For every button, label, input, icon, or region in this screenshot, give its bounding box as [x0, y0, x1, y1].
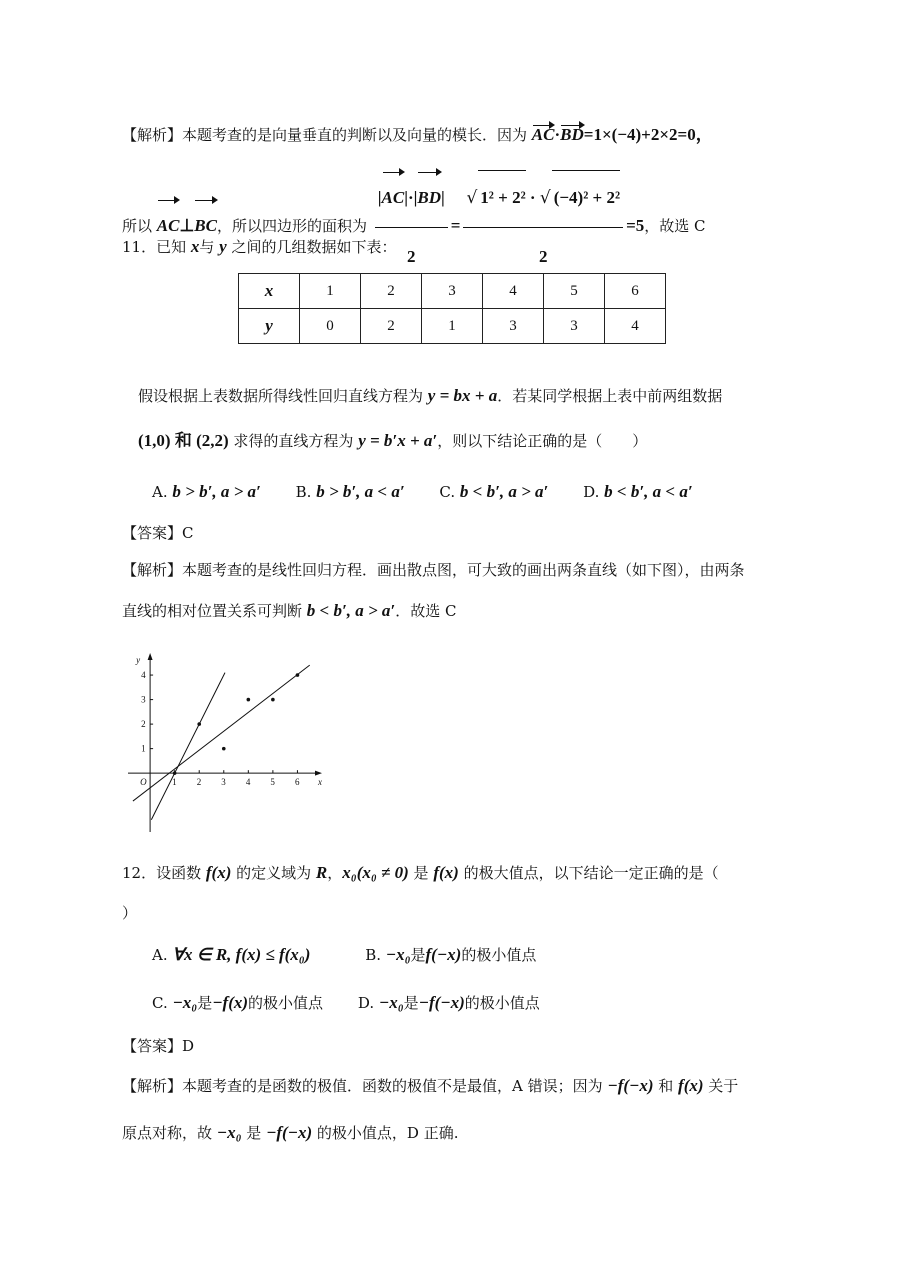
- q11-stem-a: 已知: [156, 238, 191, 256]
- area-fraction-2: $\frac{\text{√ 1² + 2² · √ (−4)² + 2²}}{2}$: [463, 170, 623, 284]
- q12-option-b-b: 是: [410, 946, 426, 964]
- q12-options-cd: [152, 992, 540, 1014]
- y-axis-arrow: [148, 653, 153, 660]
- analysis-bracket: 【解析】: [122, 561, 183, 579]
- q11-analysis-c: ．故选 C: [395, 602, 457, 620]
- q12-analysis-d: f(x): [678, 1076, 704, 1095]
- given-points: (1,0) 和 (2,2): [138, 431, 229, 450]
- vector-bd-2: BD: [417, 171, 441, 225]
- option-c-label: C.: [152, 994, 168, 1012]
- option-a-label: A.: [152, 946, 168, 964]
- q12-stem-d: 是: [408, 864, 434, 882]
- q12-x0-cond: x₀(x₀ ≠ 0): [342, 863, 409, 882]
- regression-equation: y = bx + a: [427, 386, 498, 405]
- area-fraction-1: $\frac{|AC|\cdot|BD|}{2}$: [375, 171, 448, 284]
- q12-stem-b: 的定义域为: [231, 864, 316, 882]
- q12-analysis-h: 是: [241, 1124, 267, 1142]
- table-cell: 3: [422, 274, 483, 309]
- q12-answer: [122, 1035, 194, 1057]
- q11-answer-value: C: [182, 524, 194, 542]
- q12-analysis-j: 的极小值点，D 正确.: [312, 1124, 459, 1142]
- q12-stem-c: ，: [327, 864, 343, 882]
- table-cell: 3: [483, 309, 544, 344]
- q11-analysis-1: [122, 559, 745, 581]
- x-tick-label: 5: [270, 777, 275, 788]
- sqrt-term-1: 1² + 2²: [478, 170, 525, 225]
- y-tick-label: 1: [141, 743, 146, 754]
- q12-stem-close: [122, 902, 137, 924]
- answer-bracket: 【答案】: [122, 524, 183, 542]
- q12-option-c-b: 是: [197, 994, 213, 1012]
- q11-analysis-a: 本题考查的是线性回归方程．画出散点图，可大致的画出两条直线（如下图），由两条: [182, 561, 745, 579]
- table-cell: 6: [605, 274, 666, 309]
- q11-para1-b: ．若某同学根据上表中前两组数据: [497, 387, 723, 405]
- q12-options-ab: [152, 944, 536, 966]
- scatter-point: [197, 722, 201, 726]
- q12-option-c-d: 的极小值点: [248, 994, 324, 1012]
- table-cell: 3: [544, 309, 605, 344]
- area-denominator: 2: [407, 246, 416, 266]
- q10-analysis-text: 本题考查的是向量垂直的判断以及向量的模长．因为: [182, 126, 532, 144]
- q11-stem: [122, 236, 396, 258]
- table-header-x: x: [239, 274, 300, 309]
- dot-product-result: =1×(−4)+2×2=0，: [583, 125, 713, 144]
- q12-analysis-1: [122, 1075, 738, 1097]
- q12-analysis-e: 关于: [703, 1077, 739, 1095]
- q11-stem-c: 之间的几组数据如下表：: [226, 238, 397, 256]
- q12-analysis-f: 原点对称，故: [122, 1124, 217, 1142]
- q12-option-b-a: −x₀: [385, 945, 411, 964]
- area-result: =5: [626, 216, 645, 235]
- q12-fx: f(x): [205, 863, 232, 882]
- q12-number: 12．: [122, 864, 157, 882]
- q11-var-y: y: [219, 237, 227, 256]
- option-b-text: b > b′, a < a′: [316, 482, 405, 501]
- q12-fx-2: f(x): [433, 863, 459, 882]
- q11-para2-b: ，则以下结论正确的是（ ）: [437, 432, 648, 450]
- scatter-point: [173, 771, 177, 775]
- x-tick-label: 1: [172, 777, 177, 788]
- q12-option-c-c: −f(x): [212, 993, 249, 1012]
- q12-stem-e: 的极大值点，以下结论一定正确的是（: [458, 864, 719, 882]
- table-cell: 2: [361, 309, 422, 344]
- option-a-text: b > b′, a > a′: [172, 482, 261, 501]
- table-row-y: [239, 309, 666, 344]
- q11-para1-a: 假设根据上表数据所得线性回归直线方程为: [138, 387, 428, 405]
- analysis-bracket: 【解析】: [122, 126, 183, 144]
- vector-ac: AC: [531, 125, 555, 144]
- line-equation: y = b′x + a′: [358, 431, 438, 450]
- table-cell: 1: [422, 309, 483, 344]
- q12-option-d-d: 的极小值点: [464, 994, 540, 1012]
- y-tick-label: 4: [141, 670, 146, 681]
- q12-stem: [122, 862, 719, 884]
- q10-analysis-line1: 【解析】本题考查的是向量垂直的判断以及向量的模长．因为 AC·BD=1×(−4)+2×2=0，: [122, 125, 713, 144]
- q10-line2-suffix: ，故选 C: [644, 217, 706, 235]
- q12-stem-close-paren: ）: [122, 904, 138, 922]
- x-tick-label: 4: [245, 777, 251, 788]
- q10-line2-prefix: 所以: [122, 217, 157, 235]
- area-denominator-2: 2: [539, 247, 548, 266]
- q12-set-r: R: [315, 863, 328, 882]
- q12-analysis-i: −f(−x): [266, 1123, 313, 1142]
- x-axis-label: x: [318, 777, 322, 788]
- table-cell: 1: [300, 274, 361, 309]
- q12-stem-a: 设函数: [156, 864, 206, 882]
- table-cell: 4: [605, 309, 666, 344]
- table-cell: 5: [544, 274, 605, 309]
- table-row-x: [239, 274, 666, 309]
- x-tick-label: 2: [196, 777, 202, 788]
- q10-line2-mid: ，所以四边形的面积为: [216, 217, 367, 235]
- q12-option-c-a: −x₀: [172, 993, 198, 1012]
- q11-para1: [138, 385, 722, 407]
- origin-label: O: [140, 777, 147, 788]
- x-tick-label: 6: [294, 777, 300, 788]
- q12-analysis-2: [122, 1122, 459, 1144]
- q11-stem-b: 与: [199, 238, 220, 256]
- scatter-point: [247, 698, 251, 702]
- q10-analysis-line2: 所以 AC⊥BC，所以四边形的面积为 $\frac{|AC|\cdot|BD|}{2}$ = $\frac{\text{√ 1² + 2² · √ (−4)² + 2²}}{2}$ =5，故选 C: [122, 170, 706, 284]
- table-cell: 0: [300, 309, 361, 344]
- q12-analysis-b: −f(−x): [607, 1076, 654, 1095]
- y-axis-label: y: [136, 655, 141, 665]
- answer-bracket: 【答案】: [122, 1037, 183, 1055]
- fit-lines: [133, 665, 310, 820]
- option-c-label: C.: [439, 483, 456, 501]
- q12-answer-value: D: [182, 1037, 195, 1055]
- q11-answer: [122, 522, 194, 544]
- y-ticks: [141, 670, 153, 754]
- analysis-bracket: 【解析】: [122, 1077, 183, 1095]
- q11-analysis-b: 直线的相对位置关系可判断: [122, 602, 307, 620]
- q11-var-x: x: [190, 237, 200, 256]
- q11-number: 11．: [122, 238, 157, 256]
- q11-analysis-2: [122, 600, 456, 622]
- q12-option-b-c: f(−x): [425, 945, 462, 964]
- x-axis-arrow: [315, 771, 322, 776]
- option-b-label: B.: [295, 483, 312, 501]
- q12-option-d-c: −f(−x): [418, 993, 465, 1012]
- q12-option-d-a: −x₀: [378, 993, 404, 1012]
- y-tick-label: 2: [141, 719, 146, 730]
- data-points: [173, 673, 299, 775]
- scatter-point: [222, 747, 226, 751]
- option-d-label: D.: [583, 483, 600, 501]
- scatter-point: [271, 698, 275, 702]
- q11-para2-a: 求得的直线方程为: [228, 432, 359, 450]
- q11-data-table: [238, 273, 666, 344]
- scatter-plot: [120, 645, 330, 840]
- x-tick-label: 3: [221, 777, 226, 788]
- q12-analysis-g: −x₀: [216, 1123, 242, 1142]
- table-cell: 2: [361, 274, 422, 309]
- vector-ac-2: AC: [157, 199, 180, 253]
- sqrt-term-2: (−4)² + 2²: [552, 170, 620, 225]
- perp-symbol: ⊥: [179, 216, 195, 235]
- option-c-text: b < b′, a > a′: [459, 482, 549, 501]
- option-d-text: b < b′, a < a′: [604, 482, 693, 501]
- y-tick-label: 3: [141, 694, 146, 705]
- q12-option-d-b: 是: [403, 994, 419, 1012]
- option-b-label: B.: [365, 946, 381, 964]
- q11-analysis-math: b < b′, a > a′: [306, 601, 396, 620]
- table-cell: 4: [483, 274, 544, 309]
- option-a-label: A.: [152, 483, 168, 501]
- table-header-y: y: [239, 309, 300, 344]
- q11-para2: [138, 430, 647, 452]
- vector-bd: BD: [560, 125, 584, 144]
- q12-analysis-c: 和: [653, 1077, 679, 1095]
- scatter-point: [296, 673, 300, 677]
- q12-option-a-text: ∀x ∈ R, f(x) ≤ f(x₀): [172, 945, 311, 964]
- vector-bc: BC: [194, 199, 217, 253]
- vector-ac-3: AC: [382, 171, 405, 225]
- q12-option-b-d: 的极小值点: [461, 946, 537, 964]
- q11-options: [152, 481, 693, 503]
- option-d-label: D.: [357, 994, 375, 1012]
- line-through-first-two: [151, 673, 225, 820]
- q12-analysis-a: 本题考查的是函数的极值．函数的极值不是最值，A 错误；因为: [182, 1077, 608, 1095]
